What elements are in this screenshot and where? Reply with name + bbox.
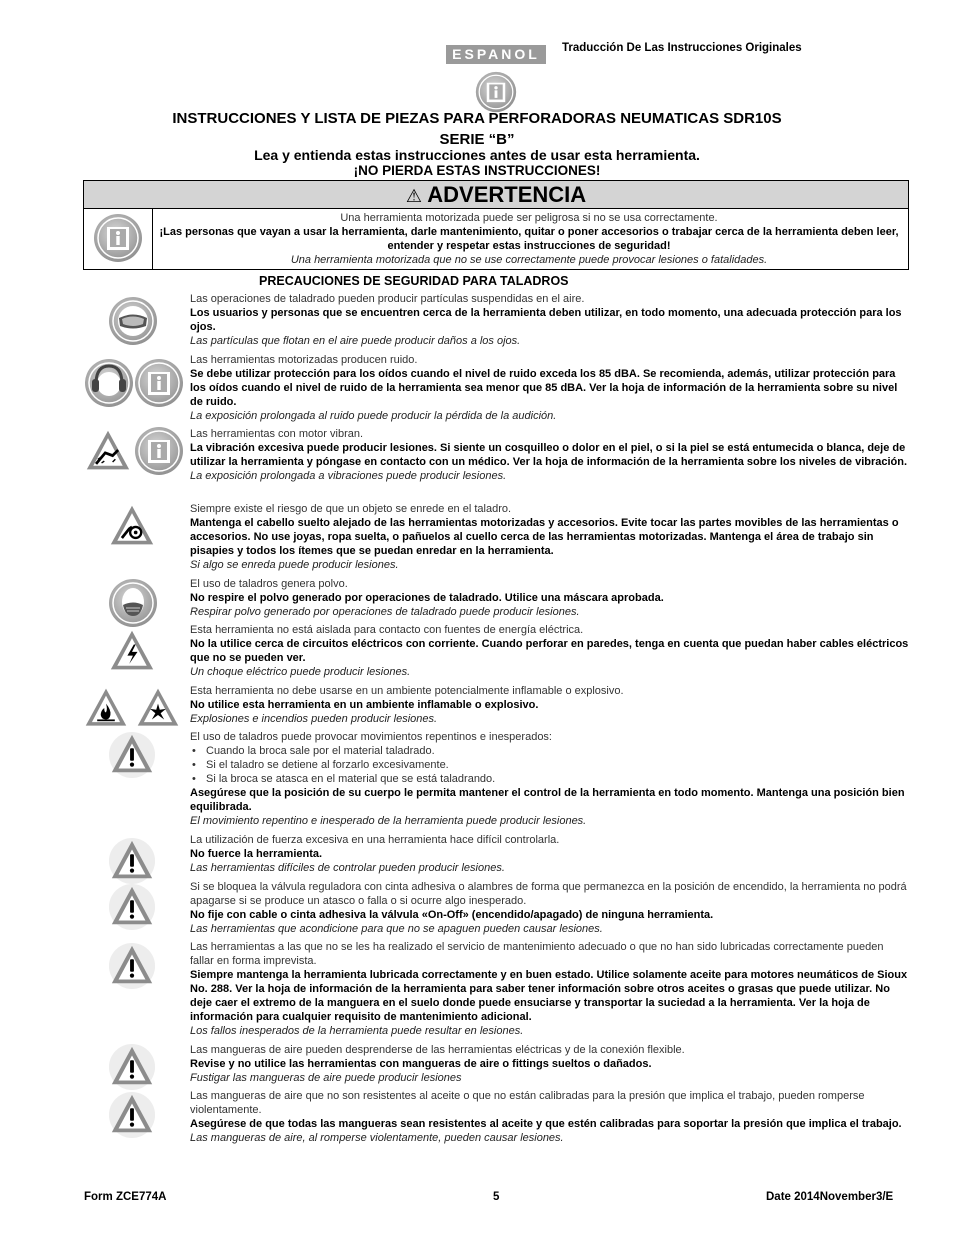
item-hazard: Las herramientas con motor vibran. (190, 428, 364, 440)
keep-instructions-note: ¡NO PIERDA ESTAS INSTRUCCIONES! (353, 163, 601, 178)
caution-icon (108, 1091, 156, 1139)
warning-box (83, 180, 909, 270)
bullet-item: • Cuando la broca sale por el material taladrado. (190, 744, 910, 758)
explosion-hazard-icon (134, 686, 182, 730)
safety-item (190, 940, 910, 1038)
safety-item (190, 427, 910, 483)
item-consequence: Explosiones e incendios pueden producir lesiones. (190, 713, 438, 725)
item-hazard: El uso de taladros puede provocar movimientos repentinos e inesperados: (190, 731, 552, 743)
item-instruction: Revise y no utilice las herramientas con mangueras de aire o fittings sueltos o dañados. (190, 1058, 652, 1070)
item-consequence: El movimiento repentino e inesperado de la herramienta puede producir lesiones. (190, 815, 587, 827)
item-hazard: El uso de taladros genera polvo. (190, 578, 348, 590)
item-hazard: Las mangueras de aire pueden desprenderse de las herramientas eléctricas y de la conexión flexible. (190, 1044, 685, 1056)
safety-item (190, 1089, 910, 1145)
item-consequence: Los fallos inesperados de la herramienta puede resultar en lesiones. (190, 1025, 524, 1037)
item-instruction: Se debe utilizar protección para los oídos cuando el nivel de ruido exceda los 85 dBA. Se recomienda, además, utilizar protección para los oídos cuando el nivel de ruido de la herramienta sea menor que 85 dBA. Ver la hoja de información de la herramienta sobre su nivel de ruido. (190, 368, 898, 408)
item-instruction: La vibración excesiva puede producir lesiones. Si siente un cosquilleo o dolor en el piel, o si la piel se está entumecida o blanca, deje de utilizar la herramienta y póngase en contacto con un médico. Ver la hoja de información de la herramienta sobre los niveles de vibración. (190, 442, 908, 468)
item-consequence: Las mangueras de aire, al romperse violentamente, pueden causar lesiones. (190, 1132, 564, 1144)
safety-item (190, 880, 910, 936)
vibration-hazard-icon (84, 428, 132, 474)
respirator-mask-icon (108, 578, 158, 628)
fire-hazard-icon (82, 686, 130, 730)
item-instruction: No respire el polvo generado por operaciones de taladrado. Utilice una máscara aprobada. (190, 592, 664, 604)
read-manual-icon (475, 71, 517, 113)
document-series: SERIE “B” (439, 131, 515, 148)
item-instruction: No fuerce la herramienta. (190, 848, 323, 860)
item-consequence: Un choque eléctrico puede producir lesiones. (190, 666, 411, 678)
warning-text (154, 211, 904, 267)
item-instruction: No utilice esta herramienta en un ambiente inflamable o explosivo. (190, 699, 539, 711)
entanglement-hazard-icon (108, 503, 156, 549)
item-consequence: Respirar polvo generado por operaciones de taladrado puede producir lesiones. (190, 606, 580, 618)
caution-icon (108, 731, 156, 779)
electric-shock-hazard-icon (108, 628, 156, 674)
safety-item (190, 502, 910, 572)
caution-icon (108, 883, 156, 931)
safety-item (190, 833, 910, 875)
eye-protection-icon (108, 296, 158, 346)
item-hazard: Si se bloquea la válvula reguladora con cinta adhesiva o alambres de forma que permanezca en la posición de encendido, la herramienta no podrá apagarse si se produce un atasco o falla o si ocurre algo inesperado. (190, 881, 907, 907)
warning-icon-cell (84, 208, 153, 269)
item-hazard: Siempre existe el riesgo de que un objeto se enrede en el taladro. (190, 503, 512, 515)
item-instruction: Asegúrese que la posición de su cuerpo le permita mantener el control de la herramienta en todo momento. Mantenga una posición bien equilibrada. (190, 787, 905, 813)
safety-item (190, 353, 910, 423)
read-instructions-note: Lea y entienda estas instrucciones antes de usar esta herramienta. (254, 147, 700, 163)
read-manual-icon (134, 358, 184, 408)
section-title: PRECAUCIONES DE SEGURIDAD PARA TALADROS (259, 274, 569, 288)
item-hazard: La utilización de fuerza excesiva en una herramienta hace difícil controlarla. (190, 834, 560, 846)
item-consequence: La exposición prolongada al ruido puede producir la pérdida de la audición. (190, 410, 557, 422)
item-consequence: Las partículas que flotan en el aire puede producir daños a los ojos. (190, 335, 521, 347)
read-manual-icon (134, 426, 184, 476)
warning-line-normal: Una herramienta motorizada puede ser peligrosa si no se usa correctamente. (340, 212, 718, 224)
warning-header (84, 181, 908, 209)
warning-line-italic: Una herramienta motorizada que no se use correctamente puede provocar lesiones o fatalidades. (290, 254, 768, 266)
page-number: 5 (493, 1191, 500, 1203)
document-title: INSTRUCCIONES Y LISTA DE PIEZAS PARA PERFORADORAS NEUMATICAS SDR10S (172, 110, 782, 127)
item-consequence: Las herramientas que acondicione para que no se apaguen pueden causar lesiones. (190, 923, 603, 935)
item-instruction: Los usuarios y personas que se encuentren cerca de la herramienta deben utilizar, en todo momento, una adecuada protección para los ojos. (190, 307, 902, 333)
warning-title: ADVERTENCIA (427, 182, 587, 207)
read-manual-icon (93, 213, 143, 263)
language-tag: ESPANOL (446, 45, 546, 64)
ear-protection-icon (84, 358, 134, 408)
item-instruction: Mantenga el cabello suelto alejado de las herramientas motorizadas y accesorios. Evite tocar las partes movibles de las herramientas o accesorios. No use joyas, ropa suelta, o pañuelos al cuello cerca de las herramientas motorizadas. Mantenga el área de trabajo sin pisapies y todos los ítemes que se puedan enredar en la herramienta. (190, 517, 899, 557)
bullet-item: • Si la broca se atasca en el material que se está taladrando. (190, 772, 910, 786)
item-hazard: Las mangueras de aire que no son resistentes al aceite o que no están calibradas para la presión que implica el trabajo, pueden romperse violentamente. (190, 1090, 865, 1116)
safety-item (190, 577, 910, 619)
warning-triangle-icon: ⚠ (405, 186, 422, 206)
form-number: Form ZCE774A (84, 1191, 167, 1203)
item-consequence: La exposición prolongada a vibraciones puede producir lesiones. (190, 470, 507, 482)
warning-line-bold: ¡Las personas que vayan a usar la herramienta, darle mantenimiento, quitar o poner accesorios o trabajar cerca de la herramienta deben leer, entender y respetar estas instrucciones de seguridad! (159, 226, 899, 252)
translation-note: Traducción De Las Instrucciones Originales (562, 42, 802, 54)
item-hazard: Las operaciones de taladrado pueden producir partículas suspendidas en el aire. (190, 293, 585, 305)
item-instruction: Siempre mantenga la herramienta lubricada correctamente y en buen estado. Utilice solamente aceite para motores neumáticos de Sioux No. 288. Ver la hoja de información de la herramienta para saber tener información sobre otros aceites o grasas que puede utilizar. No deje caer el extremo de la manguera en el suelo donde puede ensuciarse y transportar la suciedad a la herramienta. Ver la hoja de información para cualquier requisito de mantenimiento adicional. (190, 969, 908, 1023)
item-hazard: Esta herramienta no está aislada para contacto con fuentes de energía eléctrica. (190, 624, 584, 636)
caution-icon (108, 837, 156, 885)
item-consequence: Fustigar las mangueras de aire puede producir lesiones (190, 1072, 462, 1084)
item-consequence: Si algo se enreda puede producir lesiones. (190, 559, 399, 571)
safety-item (190, 292, 910, 348)
document-date: Date 2014November3/E (766, 1191, 894, 1203)
safety-item (190, 1043, 910, 1085)
safety-item (190, 623, 910, 679)
safety-item (190, 684, 910, 726)
item-instruction: No fije con cable o cinta adhesiva la válvula «On-Off» (encendido/apagado) de ninguna herramienta. (190, 909, 714, 921)
caution-icon (108, 942, 156, 990)
item-instruction: No la utilice cerca de circuitos eléctricos con corriente. Cuando perforar en paredes, tenga en cuenta que puedan haber cables eléctricos que no se pueden ver. (190, 638, 909, 664)
bullet-item: • Si el taladro se detiene al forzarlo excesivamente. (190, 758, 910, 772)
safety-item (190, 730, 910, 828)
item-hazard: Las herramientas a las que no se les ha realizado el servicio de mantenimiento adecuado o que no han sido lubricadas correctamente pueden fallar en forma imprevista. (190, 941, 884, 967)
item-hazard: Esta herramienta no debe usarse en un ambiente potencialmente inflamable o explosivo. (190, 685, 624, 697)
item-hazard: Las herramientas motorizadas producen ruido. (190, 354, 418, 366)
caution-icon (108, 1043, 156, 1091)
item-consequence: Las herramientas difíciles de controlar pueden producir lesiones. (190, 862, 505, 874)
item-instruction: Asegúrese de que todas las mangueras sean resistentes al aceite y que estén calibradas para soportar la presión que implica el trabajo. (190, 1118, 902, 1130)
